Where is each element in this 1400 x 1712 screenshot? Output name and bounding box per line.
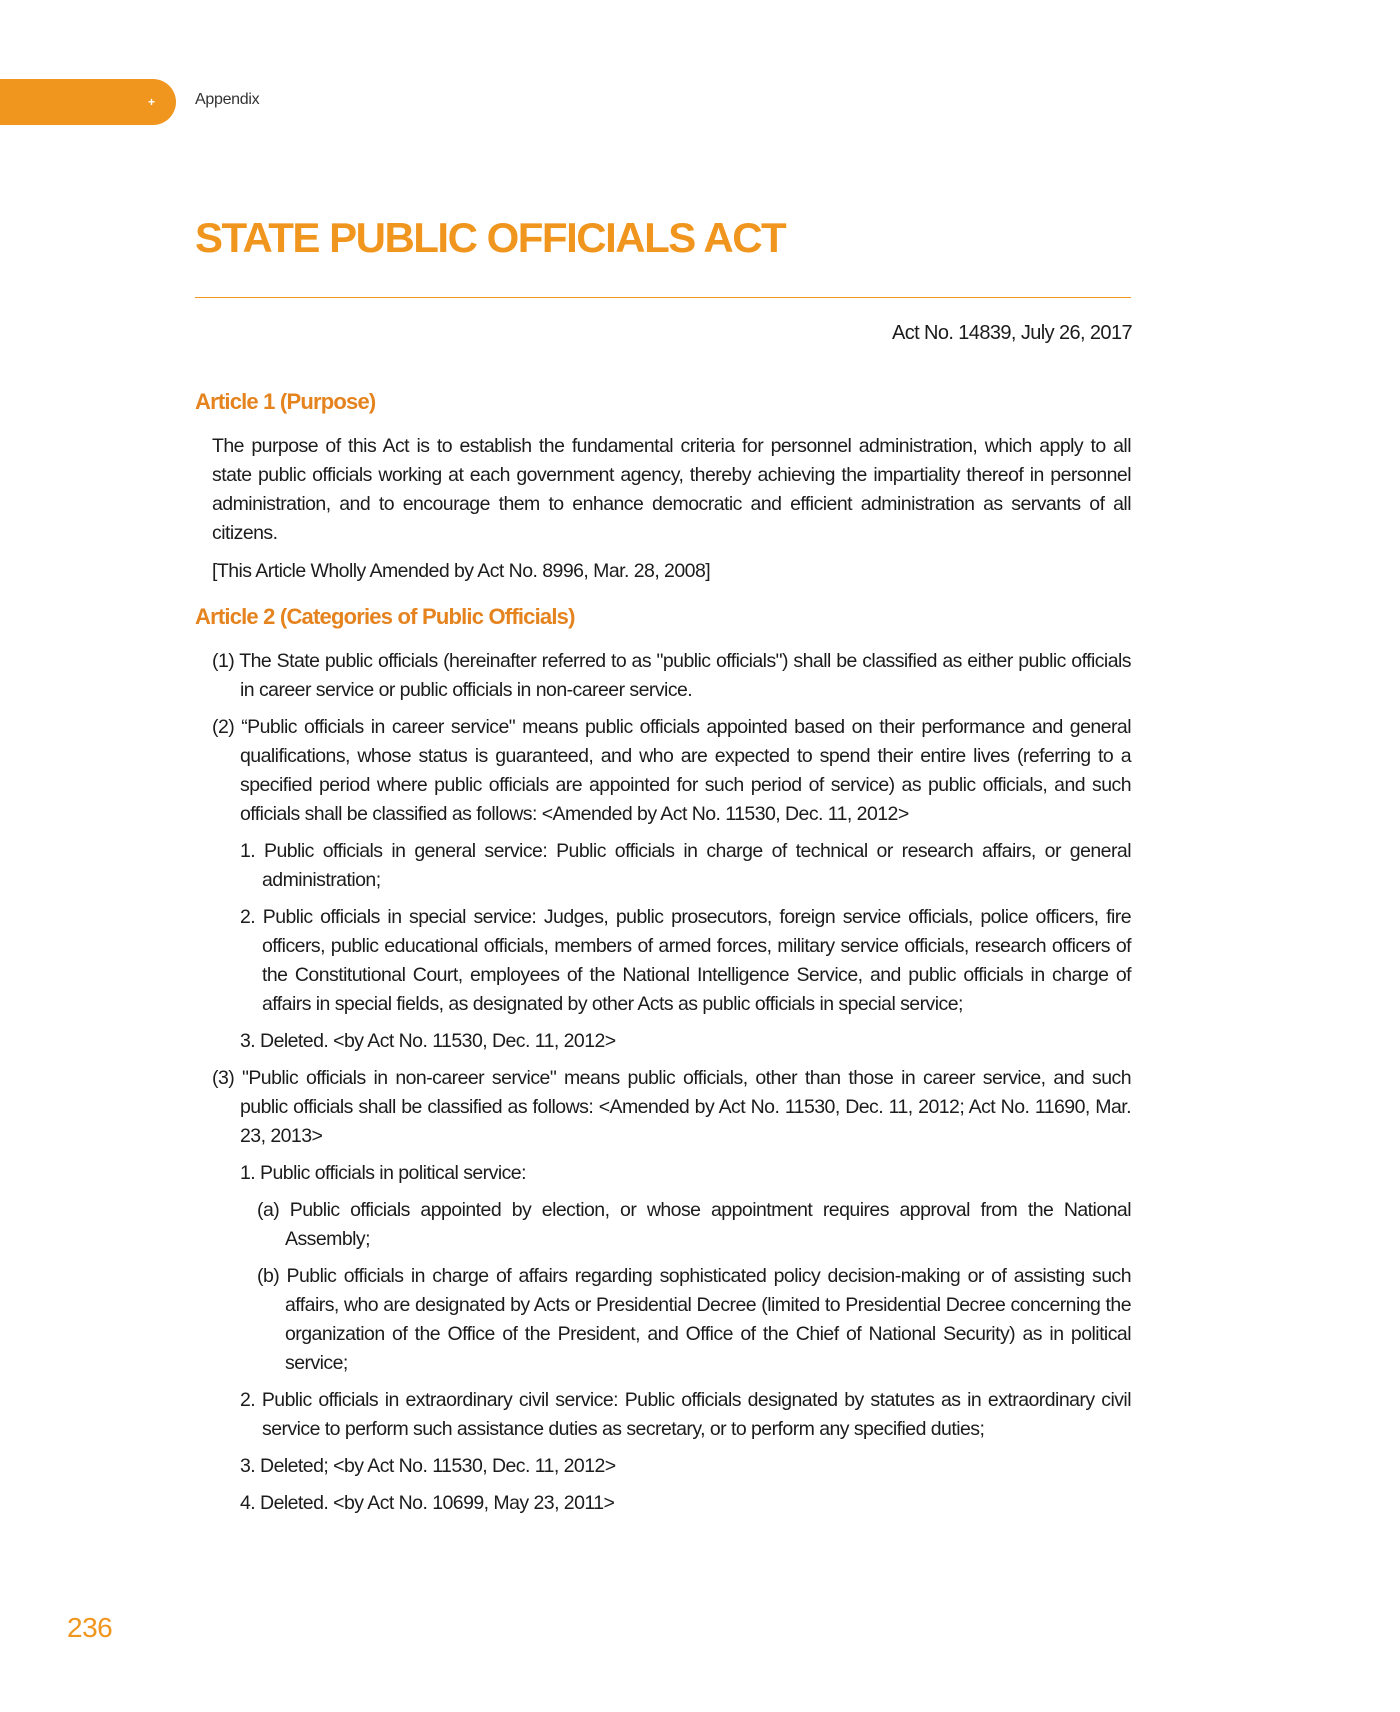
career-item-1: 1. Public officials in general service: Public officials in charge of technical or research affairs, or general administration; <box>240 840 1131 891</box>
document-body <box>195 387 1131 1526</box>
article-2-heading: Article 2 (Categories of Public Officials) <box>195 604 575 629</box>
section-label: Appendix <box>195 91 260 108</box>
noncareer-item-1: 1. Public officials in political service: <box>240 1162 526 1184</box>
noncareer-subitem-a: (a) Public officials appointed by election, or whose appointment requires approval from the National Assembly; <box>257 1199 1131 1250</box>
plus-icon: + <box>148 95 156 109</box>
document-title: STATE PUBLIC OFFICIALS ACT <box>195 214 786 261</box>
career-item-3: 3. Deleted. <by Act No. 11530, Dec. 11, 2012> <box>240 1030 616 1052</box>
article-2-paragraph-2: (2) “Public officials in career service" means public officials appointed based on their performance and general qualifications, whose status is guaranteed, and who are expected to spend their entire lives (referring to a specified period where public officials are appointed for such period of service) as public officials, and such officials shall be classified as follows: <Amended by Act No. 11530, Dec. 11, 2012> <box>212 716 1131 825</box>
title-divider <box>195 297 1131 298</box>
noncareer-item-4: 4. Deleted. <by Act No. 10699, May 23, 2011> <box>240 1492 615 1514</box>
article-1-body: The purpose of this Act is to establish the fundamental criteria for personnel administration, which apply to all state public officials working at each government agency, thereby achieving the impartiality thereof in personnel administration, and to encourage them to enhance democratic and efficient administration as servants of all citizens. <box>212 435 1131 544</box>
noncareer-item-2: 2. Public officials in extraordinary civil service: Public officials designated by statutes as in extraordinary civil service to perform such assistance duties as secretary, or to perform any specified duties; <box>240 1389 1131 1440</box>
article-2-paragraph-1: (1) The State public officials (hereinafter referred to as "public officials") shall be classified as either public officials in career service or public officials in non-career service. <box>212 650 1131 701</box>
chapter-tab <box>0 79 176 125</box>
career-item-2: 2. Public officials in special service: Judges, public prosecutors, foreign service officials, police officers, fire officers, public educational officials, members of armed forces, military service officials, research officers of the Constitutional Court, employees of the National Intelligence Service, and public officials in charge of affairs in special fields, as designated by other Acts as public officials in special service; <box>240 906 1131 1015</box>
act-reference: Act No. 14839, July 26, 2017 <box>891 322 1132 344</box>
article-1-amendment-note: [This Article Wholly Amended by Act No. 8996, Mar. 28, 2008] <box>212 560 711 582</box>
page-number: 236 <box>67 1612 113 1643</box>
noncareer-subitem-b: (b) Public officials in charge of affairs regarding sophisticated policy decision-making or of assisting such affairs, who are designated by Acts or Presidential Decree (limited to Presidential Decree concerning the organization of the Office of the President, and Office of the Chief of National Security) as in political service; <box>257 1265 1131 1374</box>
article-1-heading: Article 1 (Purpose) <box>195 389 376 414</box>
noncareer-item-3: 3. Deleted; <by Act No. 11530, Dec. 11, 2012> <box>240 1455 616 1477</box>
article-2-paragraph-3: (3) "Public officials in non-career service" means public officials, other than those in career service, and such public officials shall be classified as follows: <Amended by Act No. 11530, Dec. 11, 2012; Act No. 11690, Mar. 23, 2013> <box>212 1067 1131 1147</box>
